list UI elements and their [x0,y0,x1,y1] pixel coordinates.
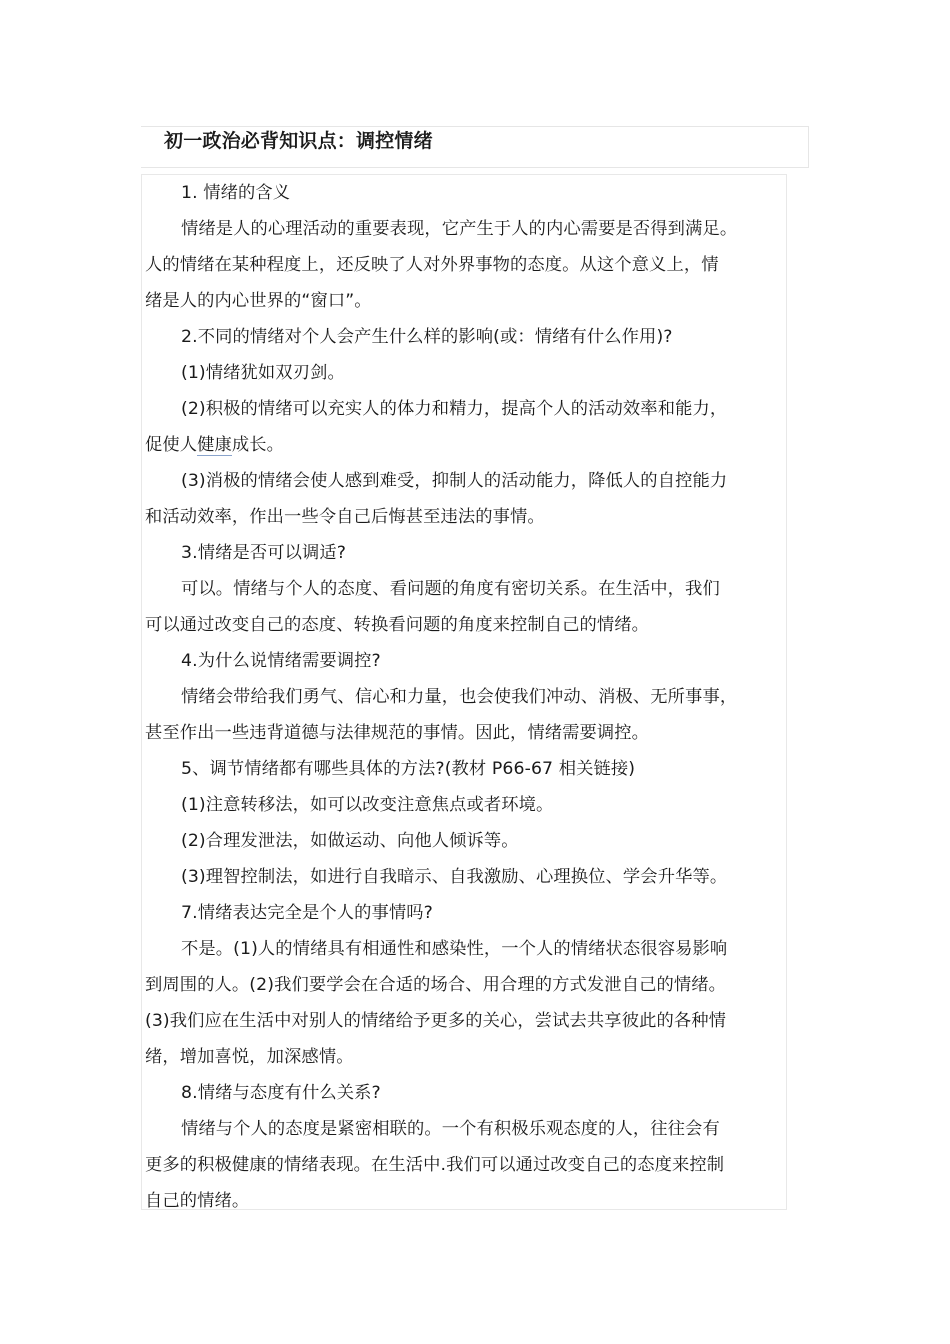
document-body [145,175,787,1219]
text-line: 2.不同的情绪对个人会产生什么样的影响(或：情绪有什么作用)? [181,327,673,347]
health-link[interactable]: 健康 [197,435,232,455]
text-line: 情绪是人的心理活动的重要表现，它产生于人的内心需要是否得到满足。 [181,219,738,239]
text-line: 3.情绪是否可以调适? [181,543,347,563]
text-line: 不是。(1)人的情绪具有相通性和感染性，一个人的情绪状态很容易影响 [181,939,728,959]
text-line: 4.为什么说情绪需要调控? [181,651,381,671]
text-line: (2)合理发泄法，如做运动、向他人倾诉等。 [181,831,519,851]
text-line: 7.情绪表达完全是个人的事情吗? [181,903,433,923]
text-line: (1)注意转移法，如可以改变注意焦点或者环境。 [181,795,554,815]
text-line: 甚至作出一些违背道德与法律规范的事情。因此，情绪需要调控。 [145,723,650,743]
text-line: (3)理智控制法，如进行自我暗示、自我激励、心理换位、学会升华等。 [181,867,728,887]
text-line: 可以。情绪与个人的态度、看问题的角度有密切关系。在生活中，我们 [181,579,720,599]
text-line: 和活动效率，作出一些令自己后悔甚至违法的事情。 [145,507,545,527]
text-line [145,427,787,463]
text-line: 绪，增加喜悦，加深感情。 [145,1047,354,1067]
text-line: 更多的积极健康的情绪表现。在生活中.我们可以通过改变自己的态度来控制 [145,1155,725,1175]
text-line: 人的情绪在某种程度上，还反映了人对外界事物的态度。从这个意义上，情 [145,255,719,275]
text-line: 可以通过改变自己的态度、转换看问题的角度来控制自己的情绪。 [145,615,650,635]
text-line: 5、调节情绪都有哪些具体的方法?(教材 P66-67 相关链接) [181,759,636,779]
text-line: 到周围的人。(2)我们要学会在合适的场合、用合理的方式发泄自己的情绪。 [145,975,726,995]
text-line: 情绪与个人的态度是紧密相联的。一个有积极乐观态度的人，往往会有 [181,1119,720,1139]
text-line: (3)我们应在生活中对别人的情绪给予更多的关心，尝试去共享彼此的各种情 [145,1011,726,1031]
text-line-after: 成长。 [231,435,285,455]
text-line: 8.情绪与态度有什么关系? [181,1083,381,1103]
text-line: 1. 情绪的含义 [181,183,291,203]
text-line-before: 促使人 [145,435,198,455]
text-line: (2)积极的情绪可以充实人的体力和精力，提高个人的活动效率和能力， [181,399,728,419]
text-line: (3)消极的情绪会使人感到难受，抑制人的活动能力，降低人的自控能力 [181,471,728,491]
text-line: (1)情绪犹如双刃剑。 [181,363,345,383]
title-box [141,126,809,168]
content-box [141,174,787,1210]
text-line: 情绪会带给我们勇气、信心和力量，也会使我们冲动、消极、无所事事， [181,687,738,707]
text-line: 自己的情绪。 [145,1191,250,1211]
page-title: 初一政治必背知识点：调控情绪 [164,130,433,152]
text-line: 绪是人的内心世界的“窗口”。 [145,291,372,311]
